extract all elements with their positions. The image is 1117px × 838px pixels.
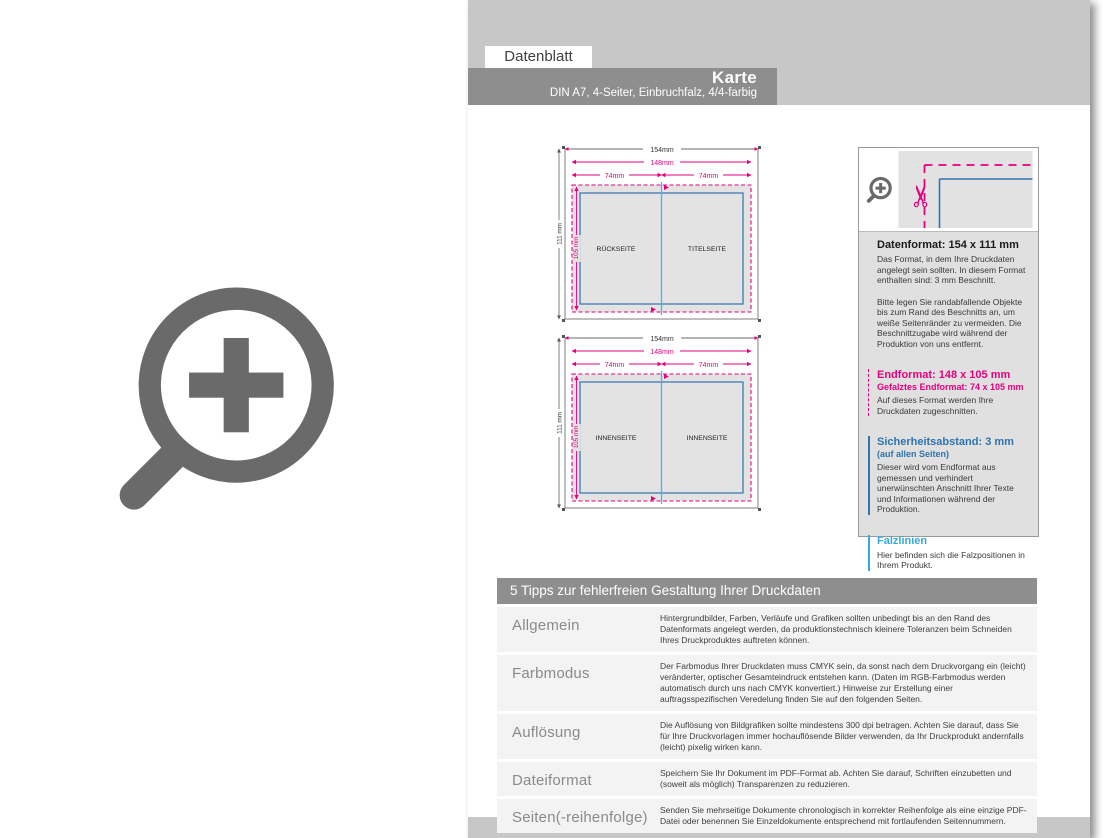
datenblatt-tab: [485, 46, 592, 68]
layout-diagram-inner: [555, 330, 768, 515]
tips-table: [497, 578, 1037, 833]
tip-text: Senden Sie mehrseitige Dokumente chronologisch in korrekter Reihenfolge als eine einzige PDF-Datei oder benennen Sie Einzeldokumente entsprechend mit fortlaufenden Seitennummern.: [660, 805, 1027, 826]
tip-label: Auflösung: [512, 724, 581, 741]
tip-label: Farbmodus: [512, 665, 590, 682]
dim-half-right: 74mm: [698, 361, 719, 369]
dim-half-left: 74mm: [604, 172, 625, 180]
dim-half-right: 74mm: [698, 172, 719, 180]
tip-text: Der Farbmodus Ihrer Druckdaten muss CMYK sein, da sonst nach dem Druckvorgang ein (leicht) veränderter, optischer Gesamteindruck entstehen kann. (Daten im RGB-Farbmodus werden automatisch durch uns nach CMYK konvertiert.) Hinweise zur Erstellung einer auftragsspezifischen Veredelung finden Sie auf den folgenden Seiten.: [660, 661, 1026, 704]
corner-detail-diagram: [896, 151, 1035, 228]
zoom-plus-icon: [100, 262, 362, 524]
zoom-plus-icon-small: [862, 174, 896, 206]
dim-total-height: 111 mm: [556, 412, 564, 434]
layout-diagram-outer: [555, 141, 768, 326]
falzlinien-title: Falzlinien: [877, 534, 928, 547]
format-info-box: [858, 147, 1039, 570]
panel-label-left: INNENSEITE: [595, 435, 637, 442]
title-bar: [468, 68, 777, 105]
endformat-subtitle: Gefalztes Endformat: 74 x 105 mm: [877, 382, 1024, 392]
tips-header: 5 Tipps zur fehlerfreien Gestaltung Ihrer Druckdaten: [497, 578, 1037, 604]
page-subtitle: DIN A7, 4-Seiter, Einbruchfalz, 4/4-farbig: [549, 87, 757, 99]
section-endformat: [868, 369, 1028, 416]
datenformat-body2: Bitte legen Sie randabfallende Objekte bis zum Rand des Beschnitts an, um weiße Seitenränder zu vermeiden. Die Beschnittzugabe wird während der Produktion von uns entfernt.: [877, 296, 1023, 349]
format-info-text: [859, 232, 1038, 571]
falzlinien-body: Hier befinden sich die Falzpositionen in Ihrem Produkt.: [877, 549, 1025, 570]
page-title: Karte: [712, 68, 757, 87]
datenblatt-tab-label: Datenblatt: [504, 48, 573, 65]
panel-label-right: TITELSEITE: [687, 246, 727, 253]
dim-trim-height: 105 mm: [573, 236, 580, 260]
panel-label-right: INNENSEITE: [686, 435, 728, 442]
datenformat-body1: Das Format, in dem Ihre Druckdaten angelegt sein sollten. In diesem Format enthalten sind: 3 mm Beschnitt.: [877, 254, 1026, 285]
table-row: [497, 799, 1037, 833]
section-datenformat: [868, 239, 1028, 349]
dim-half-left: 74mm: [604, 361, 625, 369]
tip-text: Die Auflösung von Bildgrafiken sollte mindestens 300 dpi betragen. Achten Sie darauf, dass Sie für Ihre Druckvorlagen immer hochauflösende Bilder verwenden, da Ihr Druckprodukt andernfalls (leicht) pixelig wirken kann.: [660, 720, 1024, 752]
tip-label: Dateiformat: [512, 772, 592, 789]
dim-total-width: 154mm: [650, 147, 674, 154]
table-row: [497, 607, 1037, 652]
tip-label: Allgemein: [512, 617, 580, 634]
dim-trim-width: 148mm: [650, 348, 674, 356]
section-sicherheitsabstand: [868, 436, 1028, 515]
dim-total-width: 154mm: [650, 336, 674, 343]
datenformat-title: Datenformat: 154 x 111 mm: [877, 239, 1019, 251]
endformat-body: Auf dieses Format werden Ihre Druckdaten zugeschnitten.: [877, 395, 994, 416]
table-row: [497, 762, 1037, 796]
sicherheitsabstand-body: Dieser wird vom Endformat aus gemessen und verhindert unerwünschten Anschnitt Ihrer Texte und Informationen während der Produktion.: [877, 462, 1014, 514]
detail-preview: [859, 148, 1038, 232]
dim-total-height: 111 mm: [556, 223, 564, 245]
sicherheitsabstand-subtitle: (auf allen Seiten): [877, 449, 950, 459]
section-falzlinien: [868, 535, 1028, 571]
tip-text: Speichern Sie Ihr Dokument im PDF-Format ab. Achten Sie darauf, Schriften einzubetten und (soweit als möglich) Transparenzen zu reduzieren.: [660, 768, 1012, 789]
table-row: [497, 655, 1037, 711]
sicherheitsabstand-title: Sicherheitsabstand: 3 mm: [877, 436, 1014, 448]
table-row: [497, 714, 1037, 759]
scissors-icon: ✂: [905, 183, 939, 209]
endformat-title: Endformat: 148 x 105 mm: [877, 369, 1011, 381]
datasheet-page: [468, 0, 1090, 838]
panel-label-left: RÜCKSEITE: [596, 246, 636, 253]
tip-label: Seiten(-reihenfolge): [512, 809, 648, 826]
dim-trim-width: 148mm: [650, 159, 674, 167]
tip-text: Hintergrundbilder, Farben, Verläufe und Grafiken sollten unbedingt bis an den Rand des Datenformats angelegt werden, da produktionstechnisch kleinere Toleranzen beim Schneiden Ihres Druckproduktes auftreten können.: [660, 613, 1012, 645]
dim-trim-height: 105 mm: [573, 425, 580, 449]
